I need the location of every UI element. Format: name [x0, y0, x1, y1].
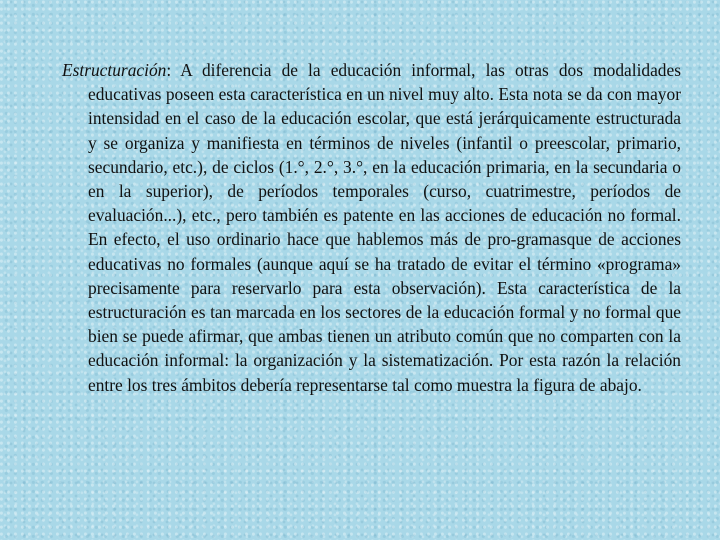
paragraph — [62, 58, 681, 397]
paragraph-body: : A diferencia de la educación informal, las otras dos modalidades educativas poseen esta característica en un nivel muy alto. Esta nota se da con mayor intensidad en el caso de la educación escolar, que está jerárquicamente estructurada y se organiza y manifiesta en términos de niveles (infantil o preescolar, primario, secundario, etc.), de ciclos (1.°, 2.°, 3.°, en la educación primaria, en la secundaria o en la superior), de períodos temporales (curso, cuatrimestre, períodos de evaluación...), etc., pero también es patente en las acciones de educación no formal. En efecto, el uso ordinario hace que hablemos más de pro-gramasque de acciones educativas no formales (aunque aquí se ha tratado de evitar el término «programa» precisamente para reservarlo para esta observación). Esta característica de la estructuración es tan marcada en los sectores de la educación formal y no formal que bien se puede afirmar, que ambas tienen un atributo común que no comparten con la educación informal: la organización y la sistematización. Por esta razón la relación entre los tres ámbitos debería representarse tal como muestra la figura de abajo. — [88, 60, 681, 395]
lead-term: Estructuración — [62, 60, 167, 80]
